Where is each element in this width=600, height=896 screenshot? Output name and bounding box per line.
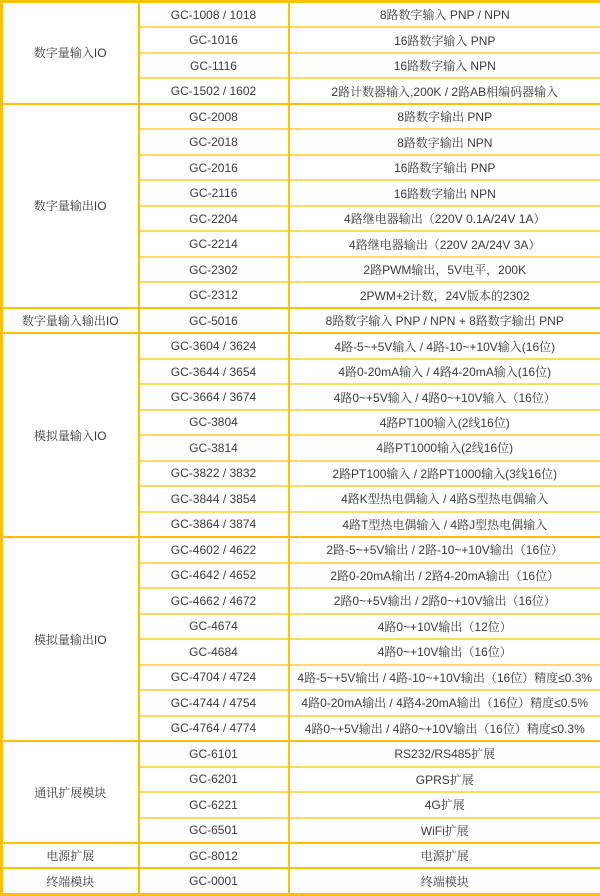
model-cell: GC-2008 (139, 104, 289, 129)
model-cell: GC-3664 / 3674 (139, 384, 289, 409)
model-cell: GC-6101 (139, 741, 289, 766)
model-cell: GC-3814 (139, 435, 289, 460)
model-cell: GC-2302 (139, 257, 289, 282)
description-cell: 4路PT1000输入(2线16位) (289, 435, 600, 460)
table-row (2, 868, 600, 894)
description-cell: 4路0-20mA输出 / 4路4-20mA输出（16位）精度≤0.5% (289, 690, 600, 715)
table-row (2, 843, 600, 868)
category-cell: 通讯扩展模块 (2, 741, 139, 843)
description-cell: 4路0-20mA输入 / 4路4-20mA输入(16位) (289, 359, 600, 384)
description-cell: 2路计数器输入,200K / 2路AB相编码器输入 (289, 78, 600, 103)
category-cell: 终端模块 (2, 868, 139, 894)
model-cell: GC-6501 (139, 818, 289, 843)
model-cell: GC-2116 (139, 180, 289, 205)
model-cell: GC-1502 / 1602 (139, 78, 289, 103)
description-cell: 2路0~+5V输出 / 2路0~+10V输出（16位） (289, 588, 600, 613)
description-cell: 4G扩展 (289, 792, 600, 817)
model-cell: GC-2204 (139, 206, 289, 231)
model-cell: GC-3604 / 3624 (139, 333, 289, 358)
description-cell: 电源扩展 (289, 843, 600, 868)
description-cell: 4路0~+5V输入 / 4路0~+10V输入（16位） (289, 384, 600, 409)
model-cell: GC-1016 (139, 27, 289, 52)
description-cell: 4路PT100输入(2线16位) (289, 410, 600, 435)
model-cell: GC-0001 (139, 868, 289, 894)
model-cell: GC-2018 (139, 129, 289, 154)
model-cell: GC-4684 (139, 639, 289, 664)
description-cell: 2路PWM输出，5V电平，200K (289, 257, 600, 282)
description-cell: 4路继电器输出（220V 0.1A/24V 1A） (289, 206, 600, 231)
description-cell: 4路0~+5V输出 / 4路0~+10V输出（16位）精度≤0.3% (289, 716, 600, 741)
description-cell: 2路PT100输入 / 2路PT1000输入(3线16位) (289, 461, 600, 486)
description-cell: 4路0~+10V输出（16位） (289, 639, 600, 664)
model-cell: GC-2016 (139, 155, 289, 180)
model-cell: GC-5016 (139, 308, 289, 333)
description-cell: 4路0~+10V输出（12位） (289, 614, 600, 639)
model-cell: GC-2214 (139, 231, 289, 256)
model-cell: GC-4704 / 4724 (139, 665, 289, 690)
description-cell: GPRS扩展 (289, 767, 600, 792)
description-cell: 8路数字输出 PNP (289, 104, 600, 129)
category-cell: 数字量输出IO (2, 104, 139, 308)
model-cell: GC-6221 (139, 792, 289, 817)
model-cell: GC-4662 / 4672 (139, 588, 289, 613)
model-cell: GC-3804 (139, 410, 289, 435)
table-row (2, 537, 600, 562)
table-row (2, 308, 600, 333)
table-row (2, 741, 600, 766)
model-cell: GC-3864 / 3874 (139, 512, 289, 537)
model-cell: GC-6201 (139, 767, 289, 792)
category-cell: 电源扩展 (2, 843, 139, 868)
description-cell: 4路K型热电偶输入 / 4路S型热电偶输入 (289, 486, 600, 511)
model-cell: GC-4764 / 4774 (139, 716, 289, 741)
description-cell: 16路数字输入 NPN (289, 53, 600, 78)
model-cell: GC-4674 (139, 614, 289, 639)
table-row (2, 2, 600, 28)
model-cell: GC-2312 (139, 282, 289, 307)
table-row (2, 333, 600, 358)
table-row (2, 104, 600, 129)
description-cell: 4路继电器输出（220V 2A/24V 3A） (289, 231, 600, 256)
description-cell: 4路T型热电偶输入 / 4路J型热电偶输入 (289, 512, 600, 537)
model-cell: GC-3822 / 3832 (139, 461, 289, 486)
product-table-body (2, 2, 600, 895)
description-cell: 2路0-20mA输出 / 2路4-20mA输出（16位） (289, 563, 600, 588)
category-cell: 模拟量输出IO (2, 537, 139, 741)
description-cell: WiFi扩展 (289, 818, 600, 843)
category-cell: 模拟量输入IO (2, 333, 139, 537)
model-cell: GC-8012 (139, 843, 289, 868)
description-cell: 4路-5~+5V输入 / 4路-10~+10V输入(16位) (289, 333, 600, 358)
model-cell: GC-4602 / 4622 (139, 537, 289, 562)
description-cell: 4路-5~+5V输出 / 4路-10~+10V输出（16位）精度≤0.3% (289, 665, 600, 690)
description-cell: 16路数字输出 PNP (289, 155, 600, 180)
model-cell: GC-1008 / 1018 (139, 2, 289, 28)
description-cell: 终端模块 (289, 868, 600, 894)
description-cell: 2PWM+2计数，24V版本的2302 (289, 282, 600, 307)
description-cell: 8路数字输入 PNP / NPN + 8路数字输出 PNP (289, 308, 600, 333)
description-cell: 2路-5~+5V输出 / 2路-10~+10V输出（16位） (289, 537, 600, 562)
description-cell: 16路数字输入 PNP (289, 27, 600, 52)
description-cell: 8路数字输入 PNP / NPN (289, 2, 600, 28)
model-cell: GC-3644 / 3654 (139, 359, 289, 384)
model-cell: GC-3844 / 3854 (139, 486, 289, 511)
category-cell: 数字量输入IO (2, 2, 139, 104)
description-cell: RS232/RS485扩展 (289, 741, 600, 766)
description-cell: 16路数字输出 NPN (289, 180, 600, 205)
description-cell: 8路数字输出 NPN (289, 129, 600, 154)
model-cell: GC-1116 (139, 53, 289, 78)
model-cell: GC-4642 / 4652 (139, 563, 289, 588)
category-cell: 数字量输入输出IO (2, 308, 139, 333)
model-cell: GC-4744 / 4754 (139, 690, 289, 715)
